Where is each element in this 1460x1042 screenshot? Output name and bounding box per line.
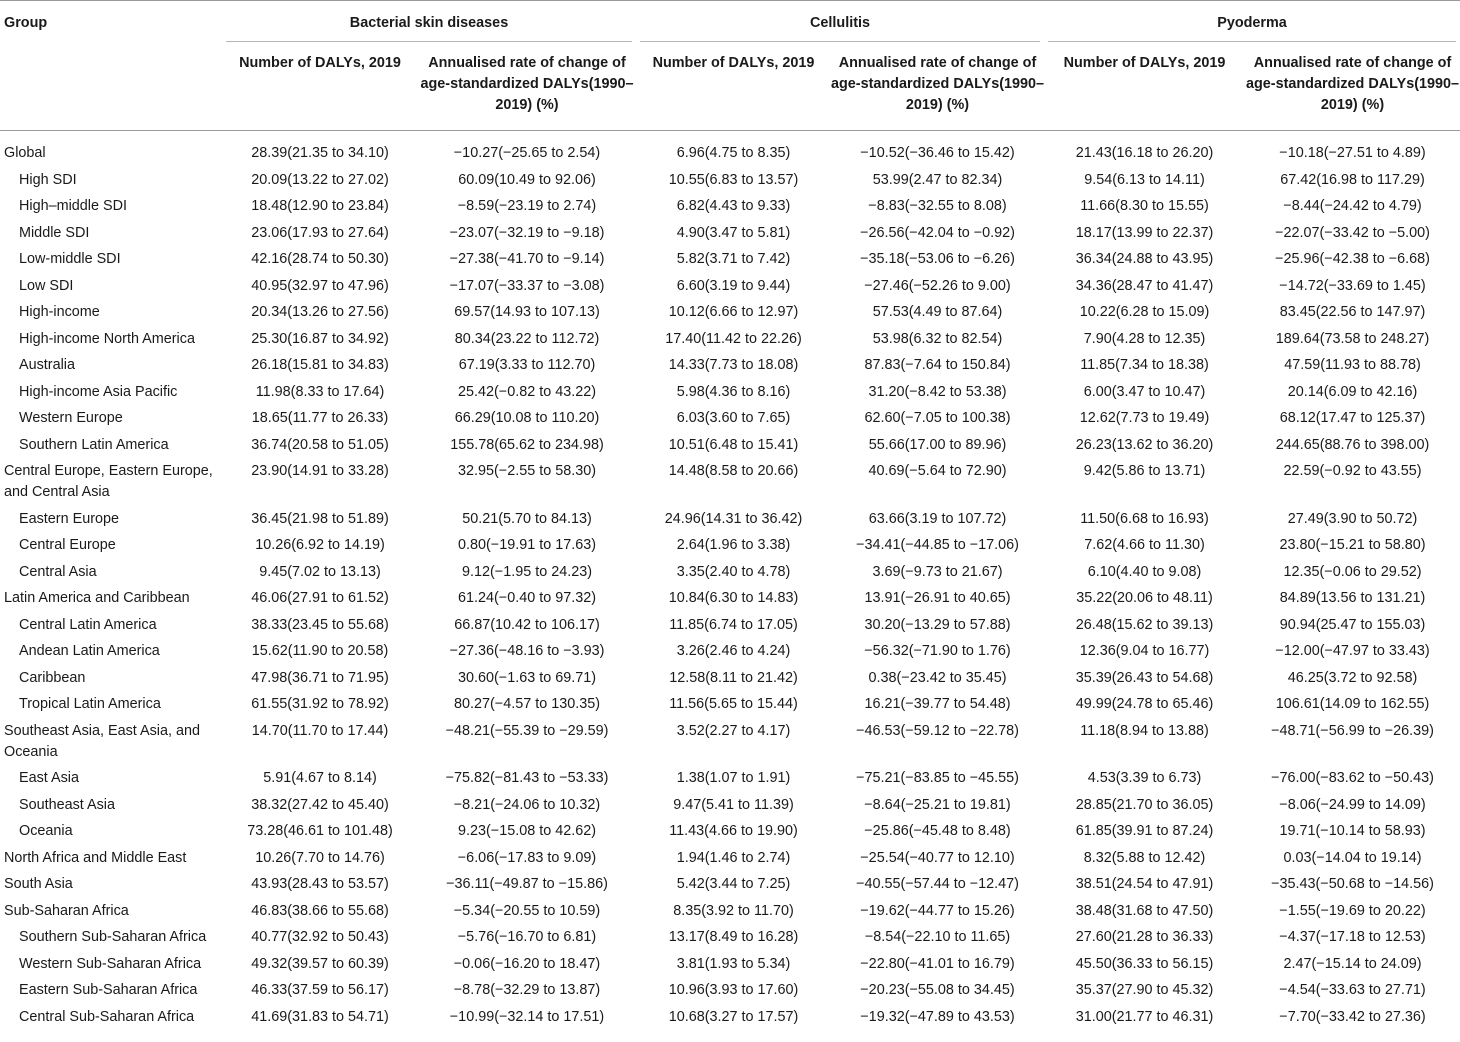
pyoderma-dalys-cell: 6.00(3.47 to 10.47) xyxy=(1083,383,1206,400)
pyoderma-dalys-cell: 45.50(36.33 to 56.15) xyxy=(1075,955,1214,972)
cellulitis-rate-cell: 13.91(−26.91 to 40.65) xyxy=(864,590,1011,606)
table-row xyxy=(0,273,1460,300)
row-group-name: Low SDI xyxy=(19,277,74,294)
pyoderma-dalys-cell: 4.53(3.39 to 6.73) xyxy=(1087,770,1202,786)
cellulitis-rate-cell: −25.86(−45.48 to 8.48) xyxy=(864,823,1011,839)
table-row xyxy=(0,665,1460,692)
pyoderma-rate-cell: −10.18(−27.51 to 4.89) xyxy=(1279,145,1426,161)
pyoderma-dalys-cell: 21.43(16.18 to 26.20) xyxy=(1075,145,1214,161)
row-group-name: Central Europe xyxy=(19,537,116,553)
bacterial-rate-header: Annualised rate of change of age-standardized DALYs(1990–2019) (%) xyxy=(418,42,636,131)
pyoderma-dalys-cell: 34.36(28.47 to 41.47) xyxy=(1075,277,1214,294)
table-row xyxy=(0,326,1460,353)
bacterial-dalys-cell: 46.83(38.66 to 55.68) xyxy=(251,902,389,919)
row-group-name: South Asia xyxy=(4,876,73,892)
table-row xyxy=(0,299,1460,326)
pyoderma-rate-cell: −76.00(−83.62 to −50.43) xyxy=(1271,770,1434,786)
cellulitis-dalys-cell: 12.58(8.11 to 21.42) xyxy=(669,669,798,686)
table-row xyxy=(0,405,1460,432)
cellulitis-dalys-cell: 11.56(5.65 to 15.44) xyxy=(669,696,798,712)
bacterial-rate-cell: −10.99(−32.14 to 17.51) xyxy=(449,1008,605,1025)
pyoderma-rate-cell: −35.43(−50.68 to −14.56) xyxy=(1271,876,1434,892)
pyoderma-rate-cell: 67.42(16.98 to 117.29) xyxy=(1280,171,1425,188)
cellulitis-dalys-cell: 9.47(5.41 to 11.39) xyxy=(673,796,794,813)
table-row xyxy=(0,765,1460,792)
bacterial-rate-cell: −10.27(−25.65 to 2.54) xyxy=(453,145,601,161)
row-group-name: High-income Asia Pacific xyxy=(19,383,178,400)
cellulitis-dalys-cell: 14.48(8.58 to 20.66) xyxy=(668,463,799,479)
bacterial-dalys-cell: 36.74(20.58 to 51.05) xyxy=(251,436,389,453)
cellulitis-rate-cell: 87.83(−7.64 to 150.84) xyxy=(864,357,1011,373)
pyoderma-dalys-cell: 49.99(24.78 to 65.46) xyxy=(1075,696,1214,712)
pyoderma-dalys-cell: 38.51(24.54 to 47.91) xyxy=(1075,876,1214,892)
table-row xyxy=(0,532,1460,559)
pyoderma-rate-cell: 84.89(13.56 to 131.21) xyxy=(1279,590,1426,606)
pyoderma-rate-cell: −25.96(−42.38 to −6.68) xyxy=(1275,251,1430,267)
cellulitis-rate-header: Annualised rate of change of age-standardized DALYs(1990–2019) (%) xyxy=(831,42,1044,131)
pyoderma-rate-cell: 2.47(−15.14 to 24.09) xyxy=(1283,955,1422,972)
bacterial-rate-cell: 66.87(10.42 to 106.17) xyxy=(454,616,600,633)
pyoderma-rate-cell: 46.25(3.72 to 92.58) xyxy=(1287,669,1418,686)
pyoderma-rate-cell: 20.14(6.09 to 42.16) xyxy=(1287,383,1418,400)
table-header xyxy=(0,1,1460,131)
cellulitis-rate-cell: 40.69(−5.64 to 72.90) xyxy=(868,463,1007,479)
pyoderma-rate-cell: 19.71(−10.14 to 58.93) xyxy=(1279,823,1426,839)
table-row xyxy=(0,585,1460,612)
bacterial-rate-cell: 32.95(−2.55 to 58.30) xyxy=(457,463,597,479)
table-body xyxy=(0,131,1460,1031)
pyoderma-dalys-cell: 7.90(4.28 to 12.35) xyxy=(1083,330,1206,347)
cellulitis-rate-cell: −8.54(−22.10 to 11.65) xyxy=(864,929,1011,945)
cellulitis-dalys-cell: 1.94(1.46 to 2.74) xyxy=(676,849,791,866)
row-group-name: Southern Latin America xyxy=(19,436,169,453)
pyoderma-rate-cell: −48.71(−56.99 to −26.39) xyxy=(1271,722,1434,739)
table-row xyxy=(0,167,1460,194)
pyoderma-dalys-cell: 12.62(7.73 to 19.49) xyxy=(1079,410,1210,426)
cellulitis-dalys-cell: 3.52(2.27 to 4.17) xyxy=(676,722,791,739)
bacterial-rate-cell: −27.38(−41.70 to −9.14) xyxy=(449,251,605,267)
bacterial-dalys-cell: 61.55(31.92 to 78.92) xyxy=(251,696,389,712)
bacterial-dalys-cell: 38.32(27.42 to 45.40) xyxy=(251,796,389,813)
cellulitis-rate-cell: 62.60(−7.05 to 100.38) xyxy=(864,410,1011,426)
pyoderma-dalys-cell: 10.22(6.28 to 15.09) xyxy=(1079,304,1210,320)
table-row xyxy=(0,506,1460,533)
bacterial-dalys-cell: 36.45(21.98 to 51.89) xyxy=(251,510,389,527)
pyoderma-dalys-cell: 9.42(5.86 to 13.71) xyxy=(1083,463,1206,479)
bacterial-rate-cell: −27.36(−48.16 to −3.93) xyxy=(449,643,605,659)
row-group-name: Latin America and Caribbean xyxy=(4,590,190,606)
pyoderma-rate-cell: 12.35(−0.06 to 29.52) xyxy=(1283,563,1422,580)
row-group-name: Caribbean xyxy=(19,669,86,686)
cellulitis-dalys-cell: 14.33(7.73 to 18.08) xyxy=(668,357,799,373)
row-group-name: High-income xyxy=(19,304,100,320)
cellulitis-rate-cell: −8.83(−32.55 to 8.08) xyxy=(868,198,1007,214)
cellulitis-dalys-cell: 5.42(3.44 to 7.25) xyxy=(676,876,791,892)
cellulitis-rate-cell: 16.21(−39.77 to 54.48) xyxy=(864,696,1011,712)
cellulitis-dalys-cell: 1.38(1.07 to 1.91) xyxy=(676,770,791,786)
cellulitis-rate-cell: −26.56(−42.04 to −0.92) xyxy=(860,224,1015,241)
table-row xyxy=(0,792,1460,819)
pyoderma-rate-cell: −8.44(−24.42 to 4.79) xyxy=(1283,198,1422,214)
bacterial-rate-cell: −8.78(−32.29 to 13.87) xyxy=(453,982,601,998)
bacterial-rate-cell: 61.24(−0.40 to 97.32) xyxy=(457,590,597,606)
row-group-name: Central Asia xyxy=(19,563,97,580)
bacterial-rate-cell: −6.06(−17.83 to 9.09) xyxy=(457,849,597,866)
pyoderma-dalys-cell: 38.48(31.68 to 47.50) xyxy=(1075,902,1214,919)
pyoderma-rate-cell: −4.37(−17.18 to 12.53) xyxy=(1279,929,1426,945)
bacterial-rate-cell: −23.07(−32.19 to −9.18) xyxy=(449,224,605,241)
cellulitis-dalys-cell: 10.68(3.27 to 17.57) xyxy=(668,1008,799,1025)
table-row xyxy=(0,352,1460,379)
cellulitis-rate-cell: −20.23(−55.08 to 34.45) xyxy=(860,982,1015,998)
pyoderma-dalys-cell: 8.32(5.88 to 12.42) xyxy=(1083,849,1206,866)
row-group-name: East Asia xyxy=(19,770,79,786)
table-row xyxy=(0,924,1460,951)
bacterial-rate-cell: 30.60(−1.63 to 69.71) xyxy=(457,669,597,686)
cellulitis-rate-cell: −22.80(−41.01 to 16.79) xyxy=(860,955,1015,972)
table-row xyxy=(0,638,1460,665)
row-group-name: Central Latin America xyxy=(19,616,157,633)
bacterial-dalys-cell: 20.09(13.22 to 27.02) xyxy=(251,171,389,188)
table-row xyxy=(0,951,1460,978)
row-group-name: Western Sub-Saharan Africa xyxy=(19,955,202,972)
bacterial-rate-cell: 9.23(−15.08 to 42.62) xyxy=(457,823,597,839)
row-group-name: Central Europe, Eastern Europe, and Central Asia xyxy=(4,463,213,500)
pyoderma-rate-cell: 22.59(−0.92 to 43.55) xyxy=(1283,463,1422,479)
bacterial-rate-cell: 66.29(10.08 to 110.20) xyxy=(454,410,600,426)
bacterial-rate-cell: 155.78(65.62 to 234.98) xyxy=(450,436,604,453)
row-group-name: Global xyxy=(4,145,46,161)
cellulitis-rate-cell: −46.53(−59.12 to −22.78) xyxy=(856,722,1019,739)
row-group-name: North Africa and Middle East xyxy=(4,849,187,866)
bacterial-rate-cell: 80.27(−4.57 to 130.35) xyxy=(453,696,601,712)
pyoderma-rate-cell: 23.80(−15.21 to 58.80) xyxy=(1279,537,1426,553)
cellulitis-rate-cell: −27.46(−52.26 to 9.00) xyxy=(864,277,1011,294)
table-row xyxy=(0,612,1460,639)
bacterial-rate-cell: 60.09(10.49 to 92.06) xyxy=(458,171,596,188)
cellulitis-rate-cell: −56.32(−71.90 to 1.76) xyxy=(864,643,1011,659)
pyoderma-dalys-cell: 11.66(8.30 to 15.55) xyxy=(1080,198,1209,214)
pyoderma-rate-cell: 189.64(73.58 to 248.27) xyxy=(1275,330,1430,347)
bacterial-rate-cell: 67.19(3.33 to 112.70) xyxy=(458,357,596,373)
cellulitis-rate-cell: 0.38(−23.42 to 35.45) xyxy=(868,669,1007,686)
cellulitis-rate-cell: −34.41(−44.85 to −17.06) xyxy=(856,537,1019,553)
row-group-name: Central Sub-Saharan Africa xyxy=(19,1008,195,1025)
pyoderma-rate-cell: −1.55(−19.69 to 20.22) xyxy=(1279,902,1426,919)
row-group-name: Tropical Latin America xyxy=(19,696,161,712)
pyoderma-dalys-cell: 7.62(4.66 to 11.30) xyxy=(1084,537,1205,553)
cellulitis-rate-cell: −35.18(−53.06 to −6.26) xyxy=(860,251,1015,267)
bacterial-dalys-cell: 73.28(46.61 to 101.48) xyxy=(247,823,393,839)
row-group-name: High–middle SDI xyxy=(19,198,127,214)
bacterial-dalys-cell: 25.30(16.87 to 34.92) xyxy=(251,330,389,347)
group-column-header: Group xyxy=(0,1,222,43)
cellulitis-dalys-cell: 4.90(3.47 to 5.81) xyxy=(676,224,791,241)
table-row xyxy=(0,458,1460,506)
bacterial-rate-cell: 50.21(5.70 to 84.13) xyxy=(462,510,592,527)
group-header-row xyxy=(0,1,1460,43)
table-row xyxy=(0,246,1460,273)
pyoderma-dalys-cell: 11.18(8.94 to 13.88) xyxy=(1080,722,1209,739)
bacterial-dalys-cell: 5.91(4.67 to 8.14) xyxy=(263,770,377,786)
pyoderma-dalys-cell: 9.54(6.13 to 14.11) xyxy=(1084,171,1205,188)
row-group-name: Oceania xyxy=(19,823,73,839)
bacterial-dalys-cell: 46.33(37.59 to 56.17) xyxy=(251,982,389,998)
pyoderma-rate-cell: −8.06(−24.99 to 14.09) xyxy=(1279,796,1426,813)
bacterial-dalys-cell: 26.18(15.81 to 34.83) xyxy=(251,357,389,373)
row-group-name: Middle SDI xyxy=(19,224,90,241)
table-row xyxy=(0,818,1460,845)
cellulitis-dalys-cell: 11.43(4.66 to 19.90) xyxy=(669,823,798,839)
pyoderma-rate-cell: 90.94(25.47 to 155.03) xyxy=(1279,616,1426,633)
bacterial-skin-diseases-header: Bacterial skin diseases xyxy=(222,1,636,43)
bacterial-rate-cell: −0.06(−16.20 to 18.47) xyxy=(453,955,601,972)
row-group-name: Eastern Europe xyxy=(19,510,119,527)
bacterial-dalys-header: Number of DALYs, 2019 xyxy=(222,42,418,131)
bacterial-dalys-cell: 49.32(39.57 to 60.39) xyxy=(251,955,389,972)
table-row xyxy=(0,691,1460,718)
pyoderma-dalys-cell: 26.23(13.62 to 36.20) xyxy=(1075,436,1214,453)
bacterial-dalys-cell: 28.39(21.35 to 34.10) xyxy=(251,145,389,161)
table-row xyxy=(0,432,1460,459)
row-group-name: Sub-Saharan Africa xyxy=(4,902,129,919)
bacterial-dalys-cell: 10.26(6.92 to 14.19) xyxy=(255,537,385,553)
cellulitis-dalys-cell: 11.85(6.74 to 17.05) xyxy=(669,616,798,633)
bacterial-rate-cell: −17.07(−33.37 to −3.08) xyxy=(449,277,605,294)
table-row xyxy=(0,193,1460,220)
bacterial-rate-cell: −36.11(−49.87 to −15.86) xyxy=(446,876,608,892)
bacterial-dalys-cell: 9.45(7.02 to 13.13) xyxy=(259,563,381,580)
bacterial-dalys-cell: 40.77(32.92 to 50.43) xyxy=(251,929,389,945)
bacterial-dalys-cell: 38.33(23.45 to 55.68) xyxy=(251,616,389,633)
row-group-name: Low-middle SDI xyxy=(19,251,121,267)
pyoderma-rate-cell: −12.00(−47.97 to 33.43) xyxy=(1275,643,1430,659)
bacterial-dalys-cell: 14.70(11.70 to 17.44) xyxy=(251,722,389,739)
bacterial-dalys-cell: 43.93(28.43 to 53.57) xyxy=(251,876,389,892)
cellulitis-dalys-cell: 6.96(4.75 to 8.35) xyxy=(676,145,791,161)
cellulitis-dalys-cell: 10.55(6.83 to 13.57) xyxy=(668,171,799,188)
cellulitis-dalys-cell: 6.03(3.60 to 7.65) xyxy=(676,410,791,426)
pyoderma-dalys-cell: 28.85(21.70 to 36.05) xyxy=(1075,796,1214,813)
bacterial-dalys-cell: 20.34(13.26 to 27.56) xyxy=(251,304,389,320)
cellulitis-rate-cell: 3.69(−9.73 to 21.67) xyxy=(872,563,1003,580)
cellulitis-rate-cell: 30.20(−13.29 to 57.88) xyxy=(864,616,1011,633)
cellulitis-dalys-cell: 8.35(3.92 to 11.70) xyxy=(673,902,794,919)
pyoderma-rate-cell: 47.59(11.93 to 88.78) xyxy=(1284,357,1421,373)
bacterial-dalys-cell: 23.90(14.91 to 33.28) xyxy=(251,463,389,479)
pyoderma-rate-cell: 68.12(17.47 to 125.37) xyxy=(1279,410,1426,426)
cellulitis-dalys-cell: 6.60(3.19 to 9.44) xyxy=(676,277,791,294)
sub-header-row xyxy=(0,42,1460,131)
row-group-name: Southeast Asia, East Asia, and Oceania xyxy=(4,722,201,760)
cellulitis-rate-cell: 53.98(6.32 to 82.54) xyxy=(872,330,1003,347)
bacterial-rate-cell: 9.12(−1.95 to 24.23) xyxy=(461,563,592,580)
table-row xyxy=(0,718,1460,766)
row-group-name: Australia xyxy=(19,357,75,373)
cellulitis-dalys-cell: 10.51(6.48 to 15.41) xyxy=(668,436,799,453)
pyoderma-dalys-cell: 11.85(7.34 to 18.38) xyxy=(1080,357,1209,373)
table-row xyxy=(0,977,1460,1004)
row-group-name: Eastern Sub-Saharan Africa xyxy=(19,982,198,998)
bacterial-dalys-cell: 23.06(17.93 to 27.64) xyxy=(251,224,389,241)
group-column-spacer xyxy=(0,42,222,131)
cellulitis-rate-cell: −19.62(−44.77 to 15.26) xyxy=(860,902,1015,919)
pyoderma-dalys-cell: 35.37(27.90 to 45.32) xyxy=(1075,982,1214,998)
pyoderma-rate-cell: −22.07(−33.42 to −5.00) xyxy=(1275,224,1430,241)
pyoderma-rate-cell: 27.49(3.90 to 50.72) xyxy=(1287,510,1418,527)
cellulitis-dalys-cell: 3.81(1.93 to 5.34) xyxy=(676,955,791,972)
cellulitis-dalys-cell: 2.64(1.96 to 3.38) xyxy=(676,537,791,553)
cellulitis-dalys-cell: 10.12(6.66 to 12.97) xyxy=(668,304,799,320)
bacterial-dalys-cell: 18.65(11.77 to 26.33) xyxy=(251,410,389,426)
pyoderma-dalys-cell: 18.17(13.99 to 22.37) xyxy=(1075,224,1214,241)
bacterial-rate-cell: −8.59(−23.19 to 2.74) xyxy=(457,198,597,214)
cellulitis-rate-cell: −19.32(−47.89 to 43.53) xyxy=(860,1008,1015,1025)
pyoderma-rate-cell: 244.65(88.76 to 398.00) xyxy=(1275,436,1430,453)
cellulitis-rate-cell: −40.55(−57.44 to −12.47) xyxy=(856,876,1019,892)
pyoderma-rate-cell: −14.72(−33.69 to 1.45) xyxy=(1279,277,1426,294)
cellulitis-dalys-cell: 3.35(2.40 to 4.78) xyxy=(676,563,791,580)
pyoderma-rate-cell: 106.61(14.09 to 162.55) xyxy=(1275,696,1430,712)
pyoderma-dalys-cell: 26.48(15.62 to 39.13) xyxy=(1075,616,1214,633)
cellulitis-dalys-cell: 5.98(4.36 to 8.16) xyxy=(676,383,791,400)
cellulitis-rate-cell: −8.64(−25.21 to 19.81) xyxy=(864,796,1011,813)
pyoderma-dalys-cell: 61.85(39.91 to 87.24) xyxy=(1075,823,1214,839)
bacterial-rate-cell: 25.42(−0.82 to 43.22) xyxy=(457,383,597,400)
table-row xyxy=(0,379,1460,406)
bacterial-rate-cell: 69.57(14.93 to 107.13) xyxy=(454,304,600,320)
bacterial-dalys-cell: 15.62(11.90 to 20.58) xyxy=(251,643,389,659)
pyoderma-dalys-cell: 27.60(21.28 to 36.33) xyxy=(1075,929,1214,945)
cellulitis-dalys-cell: 6.82(4.43 to 9.33) xyxy=(676,198,791,214)
table-row xyxy=(0,131,1460,167)
pyoderma-header: Pyoderma xyxy=(1044,1,1460,43)
row-group-name: Southern Sub-Saharan Africa xyxy=(19,929,207,945)
bacterial-dalys-cell: 41.69(31.83 to 54.71) xyxy=(251,1008,389,1025)
bacterial-dalys-cell: 42.16(28.74 to 50.30) xyxy=(251,251,389,267)
table-row xyxy=(0,845,1460,872)
bacterial-dalys-cell: 46.06(27.91 to 61.52) xyxy=(251,590,389,606)
cellulitis-dalys-cell: 13.17(8.49 to 16.28) xyxy=(668,929,799,945)
cellulitis-dalys-cell: 17.40(11.42 to 22.26) xyxy=(665,330,802,347)
cellulitis-dalys-header: Number of DALYs, 2019 xyxy=(636,42,831,131)
bacterial-rate-cell: −75.82(−81.43 to −53.33) xyxy=(445,770,609,786)
bacterial-rate-cell: −8.21(−24.06 to 10.32) xyxy=(453,796,601,813)
cellulitis-dalys-cell: 3.26(2.46 to 4.24) xyxy=(676,643,791,659)
cellulitis-rate-cell: 53.99(2.47 to 82.34) xyxy=(872,171,1003,188)
pyoderma-dalys-cell: 31.00(21.77 to 46.31) xyxy=(1075,1008,1214,1025)
table-row xyxy=(0,1004,1460,1031)
bacterial-rate-cell: −5.34(−20.55 to 10.59) xyxy=(453,902,601,919)
bacterial-dalys-cell: 47.98(36.71 to 71.95) xyxy=(251,669,389,686)
pyoderma-rate-cell: −4.54(−33.63 to 27.71) xyxy=(1279,982,1426,998)
cellulitis-dalys-cell: 10.96(3.93 to 17.60) xyxy=(668,982,799,998)
pyoderma-rate-cell: 0.03(−14.04 to 19.14) xyxy=(1283,849,1422,866)
table-row xyxy=(0,898,1460,925)
pyoderma-dalys-header: Number of DALYs, 2019 xyxy=(1044,42,1245,131)
cellulitis-rate-cell: 57.53(4.49 to 87.64) xyxy=(872,304,1003,320)
pyoderma-dalys-cell: 11.50(6.68 to 16.93) xyxy=(1080,510,1209,527)
cellulitis-header: Cellulitis xyxy=(636,1,1044,43)
table-row xyxy=(0,871,1460,898)
pyoderma-rate-cell: −7.70(−33.42 to 27.36) xyxy=(1279,1008,1426,1025)
pyoderma-dalys-cell: 35.39(26.43 to 54.68) xyxy=(1075,669,1214,686)
cellulitis-dalys-cell: 10.84(6.30 to 14.83) xyxy=(668,590,799,606)
pyoderma-dalys-cell: 36.34(24.88 to 43.95) xyxy=(1075,251,1214,267)
row-group-name: Southeast Asia xyxy=(19,796,116,813)
cellulitis-rate-cell: −25.54(−40.77 to 12.10) xyxy=(860,849,1015,866)
bacterial-rate-cell: 80.34(23.22 to 112.72) xyxy=(454,330,600,347)
cellulitis-dalys-cell: 5.82(3.71 to 7.42) xyxy=(676,251,791,267)
row-group-name: High-income North America xyxy=(19,330,195,347)
bacterial-dalys-cell: 10.26(7.70 to 14.76) xyxy=(255,849,385,866)
cellulitis-rate-cell: 63.66(3.19 to 107.72) xyxy=(868,510,1007,527)
pyoderma-dalys-cell: 35.22(20.06 to 48.11) xyxy=(1076,590,1213,606)
bacterial-rate-cell: −5.76(−16.70 to 6.81) xyxy=(457,929,597,945)
cellulitis-dalys-cell: 24.96(14.31 to 36.42) xyxy=(664,510,803,527)
cellulitis-rate-cell: 31.20(−8.42 to 53.38) xyxy=(868,383,1007,400)
cellulitis-rate-cell: −75.21(−83.85 to −45.55) xyxy=(856,770,1019,786)
table-row xyxy=(0,559,1460,586)
row-group-name: High SDI xyxy=(19,171,77,188)
pyoderma-dalys-cell: 12.36(9.04 to 16.77) xyxy=(1079,643,1210,659)
bacterial-rate-cell: −48.21(−55.39 to −29.59) xyxy=(445,722,609,739)
cellulitis-rate-cell: −10.52(−36.46 to 15.42) xyxy=(860,145,1015,161)
cellulitis-rate-cell: 55.66(17.00 to 89.96) xyxy=(868,436,1007,453)
table-row xyxy=(0,220,1460,247)
bacterial-dalys-cell: 11.98(8.33 to 17.64) xyxy=(255,383,385,400)
bacterial-dalys-cell: 40.95(32.97 to 47.96) xyxy=(251,277,389,294)
pyoderma-rate-cell: 83.45(22.56 to 147.97) xyxy=(1279,304,1426,320)
pyoderma-rate-header: Annualised rate of change of age-standardized DALYs(1990–2019) (%) xyxy=(1245,42,1460,131)
bacterial-rate-cell: 0.80(−19.91 to 17.63) xyxy=(457,537,597,553)
row-group-name: Andean Latin America xyxy=(19,643,160,659)
row-group-name: Western Europe xyxy=(19,410,123,426)
pyoderma-dalys-cell: 6.10(4.40 to 9.08) xyxy=(1087,563,1202,580)
bacterial-dalys-cell: 18.48(12.90 to 23.84) xyxy=(251,198,389,214)
